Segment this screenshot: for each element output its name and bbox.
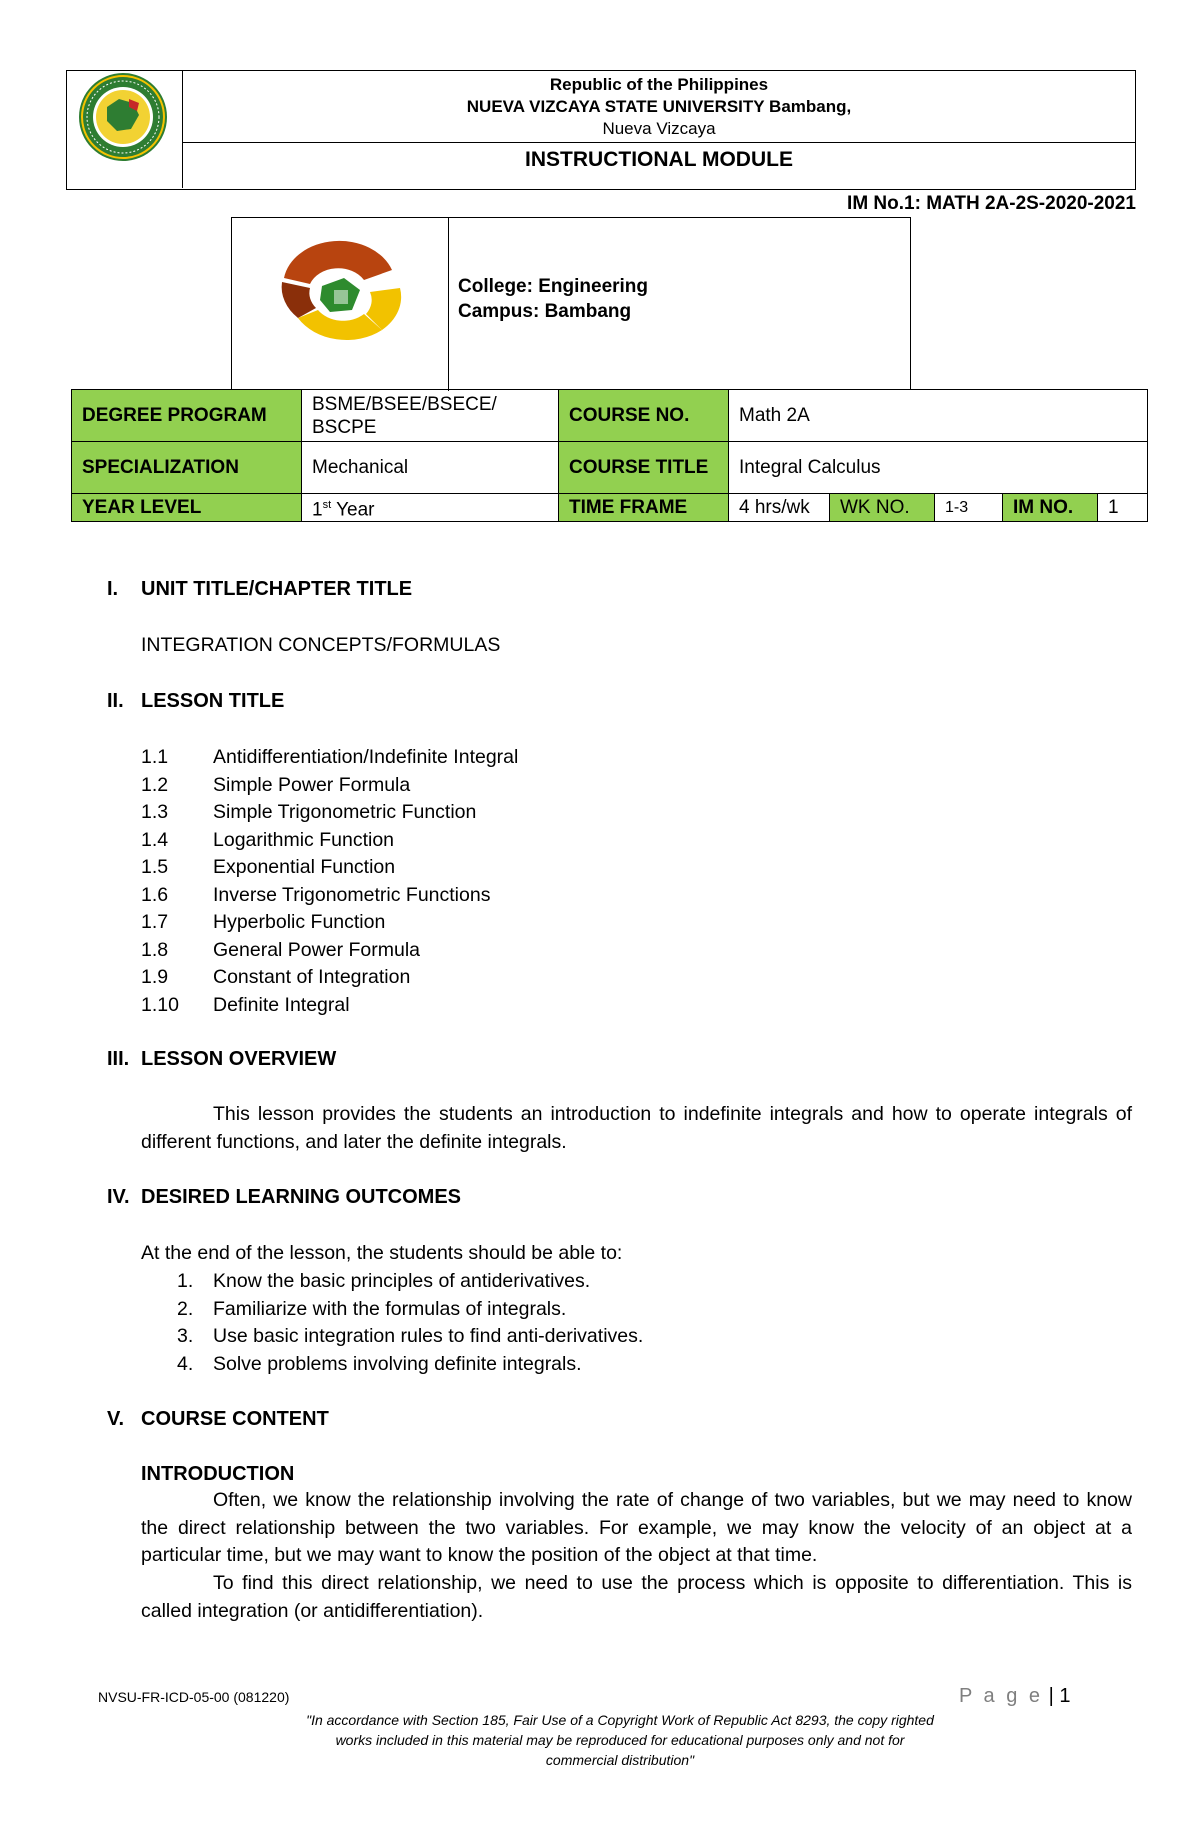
course-no-value: Math 2A <box>729 390 1148 442</box>
college-box <box>231 217 911 390</box>
section-number: I. <box>107 578 119 600</box>
lesson-title: Inverse Trigonometric Functions <box>213 883 491 906</box>
list-item <box>141 937 841 965</box>
college-logo-cell <box>232 218 449 391</box>
list-item <box>141 992 841 1020</box>
lesson-title: Antidifferentiation/Indefinite Integral <box>213 746 519 768</box>
list-item <box>141 854 841 882</box>
lesson-number: 1.1 <box>141 746 169 768</box>
outcome-number: 4. <box>177 1352 194 1375</box>
introduction-paragraph-2: To find this direct relationship, we need to use the process which is opposite to differentiation. This is called integration (or antidifferentiation). <box>141 1572 1132 1622</box>
outcome-text: Solve problems involving definite integrals. <box>213 1352 582 1375</box>
section-title: DESIRED LEARNING OUTCOMES <box>141 1186 462 1208</box>
header-institution <box>183 71 1135 143</box>
time-frame-label: TIME FRAME <box>559 494 729 522</box>
lesson-title: Hyperbolic Function <box>213 911 386 933</box>
list-item <box>141 799 841 827</box>
section-title: LESSON OVERVIEW <box>141 1048 337 1070</box>
college-name: College: Engineering <box>458 276 649 297</box>
section-1-heading <box>107 578 413 601</box>
im-number-label: IM NO. <box>1003 494 1098 522</box>
lesson-title: Simple Power Formula <box>213 773 411 796</box>
outcome-number: 1. <box>177 1270 194 1292</box>
page-label: P a g e <box>959 1685 1044 1707</box>
document-header <box>66 70 1136 190</box>
lesson-title: General Power Formula <box>213 938 420 961</box>
time-frame-value: 4 hrs/wk <box>729 494 830 522</box>
section-number: V. <box>107 1408 125 1430</box>
list-item <box>141 964 841 992</box>
year-suffix: st <box>322 499 332 511</box>
course-info-table <box>71 389 1148 522</box>
degree-value: BSME/BSEE/BSECE/ BSCPE <box>302 390 559 442</box>
lesson-number: 1.7 <box>141 911 169 933</box>
form-code: NVSU-FR-ICD-05-00 (081220) <box>98 1689 290 1705</box>
republic-line: Republic of the Philippines <box>549 75 769 94</box>
list-item <box>141 1268 1041 1296</box>
section-5-heading <box>107 1408 329 1431</box>
im-number: IM No.1: MATH 2A-2S-2020-2021 <box>847 193 1136 214</box>
section-title: LESSON TITLE <box>141 690 285 712</box>
lesson-number: 1.5 <box>141 856 169 878</box>
list-item <box>141 882 841 910</box>
week-number-value: 1-3 <box>935 494 1003 522</box>
lesson-number: 1.4 <box>141 828 169 851</box>
location-line: Nueva Vizcaya <box>602 119 716 138</box>
introduction-heading: INTRODUCTION <box>141 1463 295 1485</box>
section-title: UNIT TITLE/CHAPTER TITLE <box>141 578 413 600</box>
course-title-value: Integral Calculus <box>729 442 1148 494</box>
specialization-label: SPECIALIZATION <box>72 442 302 494</box>
section-number: IV. <box>107 1186 130 1208</box>
page-number <box>959 1685 1070 1708</box>
list-item <box>141 744 841 772</box>
outcome-list <box>141 1268 1041 1378</box>
outcome-number: 3. <box>177 1325 194 1347</box>
lesson-number: 1.6 <box>141 883 169 906</box>
list-item <box>141 1296 1041 1324</box>
year-level-value <box>302 494 559 522</box>
lesson-number: 1.9 <box>141 966 169 988</box>
list-item <box>141 1351 1041 1379</box>
degree-label: DEGREE PROGRAM <box>72 390 302 442</box>
section-title: COURSE CONTENT <box>141 1408 329 1430</box>
copyright-note: "In accordance with Section 185, Fair Use of a Copyright Work of Republic Act 8293, the copy righted works included in this material may be reproduced for educational purposes only and not for commercial distribution" <box>306 1712 934 1768</box>
university-seal-cell <box>67 71 183 188</box>
unit-title: INTEGRATION CONCEPTS/FORMULAS <box>141 634 501 656</box>
section-4-heading <box>107 1186 462 1209</box>
university-seal-icon <box>67 71 183 188</box>
section-2-heading <box>107 690 285 713</box>
course-title-label: COURSE TITLE <box>559 442 729 494</box>
course-no-label: COURSE NO. <box>559 390 729 442</box>
list-item <box>141 772 841 800</box>
lesson-overview-text: This lesson provides the students an introduction to indefinite integrals and how to operate integrals of different functions, and later the definite integrals. <box>141 1103 1132 1153</box>
year-number: 1 <box>312 499 323 521</box>
lesson-title: Constant of Integration <box>213 966 411 988</box>
lesson-title: Definite Integral <box>213 993 350 1016</box>
lesson-title: Simple Trigonometric Function <box>213 801 477 823</box>
lesson-list <box>141 744 841 1019</box>
outcome-number: 2. <box>177 1297 194 1320</box>
year-level-label: YEAR LEVEL <box>72 494 302 522</box>
engineering-logo-icon <box>232 218 449 391</box>
lesson-number: 1.8 <box>141 938 169 961</box>
outcome-text: Familiarize with the formulas of integrals. <box>213 1297 567 1320</box>
outcome-text: Know the basic principles of antiderivatives. <box>213 1270 591 1292</box>
lesson-number: 1.10 <box>141 993 179 1016</box>
section-3-heading <box>107 1048 337 1071</box>
lesson-title: Logarithmic Function <box>213 828 395 851</box>
outcomes-intro: At the end of the lesson, the students should be able to: <box>141 1242 623 1264</box>
lesson-number: 1.2 <box>141 773 169 796</box>
university-line: NUEVA VIZCAYA STATE UNIVERSITY Bambang, <box>466 97 852 116</box>
specialization-value: Mechanical <box>302 442 559 494</box>
lesson-number: 1.3 <box>141 801 169 823</box>
introduction-paragraph-1: Often, we know the relationship involving the rate of change of two variables, but we may need to know the direct relationship between the two variables. For example, we may know the velocity of an object at a particular time, but we may want to know the position of the object at that time. <box>141 1489 1132 1566</box>
im-number-value: 1 <box>1098 494 1148 522</box>
college-info <box>458 274 648 324</box>
page-value: 1 <box>1059 1685 1071 1707</box>
week-number-label: WK NO. <box>830 494 935 522</box>
table-row <box>72 390 1148 442</box>
lesson-title: Exponential Function <box>213 856 396 878</box>
section-number: III. <box>107 1048 130 1070</box>
list-item <box>141 1323 1041 1351</box>
page-separator: | <box>1043 1685 1060 1707</box>
year-word: Year <box>331 499 375 521</box>
table-row <box>72 494 1148 522</box>
outcome-text: Use basic integration rules to find anti-derivatives. <box>213 1325 644 1347</box>
section-number: II. <box>107 690 124 712</box>
module-title: INSTRUCTIONAL MODULE <box>525 148 793 171</box>
table-row <box>72 442 1148 494</box>
campus-name: Campus: Bambang <box>458 301 632 322</box>
list-item <box>141 909 841 937</box>
list-item <box>141 827 841 855</box>
